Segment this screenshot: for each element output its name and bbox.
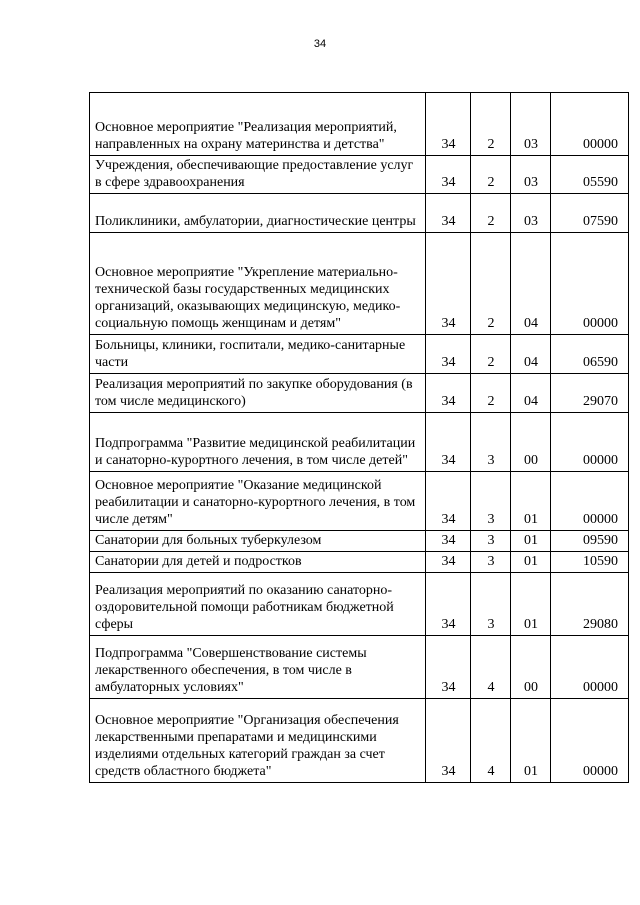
page-number: 34 bbox=[313, 38, 327, 50]
row-code-3-cell: 01 bbox=[511, 699, 551, 783]
row-name-cell: Санатории для детей и подростков bbox=[90, 552, 426, 573]
row-code-2-cell: 4 bbox=[471, 699, 511, 783]
row-code-1-cell: 34 bbox=[426, 413, 471, 472]
table-row bbox=[90, 552, 629, 573]
row-code-1-cell: 34 bbox=[426, 233, 471, 335]
row-code-2-cell: 2 bbox=[471, 194, 511, 233]
row-code-2-cell: 3 bbox=[471, 573, 511, 636]
row-name-cell: Реализация мероприятий по оказанию санаторно-оздоровительной помощи работникам бюджетной сферы bbox=[90, 573, 426, 636]
table-row bbox=[90, 233, 629, 335]
row-code-2-cell: 3 bbox=[471, 552, 511, 573]
row-code-3-cell: 03 bbox=[511, 156, 551, 194]
row-code-1-cell: 34 bbox=[426, 552, 471, 573]
row-code-2-cell: 3 bbox=[471, 531, 511, 552]
row-code-4-cell: 05590 bbox=[551, 156, 629, 194]
table-row bbox=[90, 573, 629, 636]
row-code-3-cell: 01 bbox=[511, 573, 551, 636]
row-code-1-cell: 34 bbox=[426, 699, 471, 783]
row-code-3-cell: 04 bbox=[511, 335, 551, 374]
row-code-1-cell: 34 bbox=[426, 531, 471, 552]
row-code-3-cell: 03 bbox=[511, 93, 551, 156]
table-row bbox=[90, 636, 629, 699]
row-name-cell: Учреждения, обеспечивающие предоставление услуг в сфере здравоохранения bbox=[90, 156, 426, 194]
row-code-1-cell: 34 bbox=[426, 335, 471, 374]
row-code-1-cell: 34 bbox=[426, 156, 471, 194]
table-row bbox=[90, 472, 629, 531]
table-row bbox=[90, 531, 629, 552]
row-name-cell: Реализация мероприятий по закупке оборудования (в том числе медицинского) bbox=[90, 374, 426, 413]
row-name-cell: Больницы, клиники, госпитали, медико-санитарные части bbox=[90, 335, 426, 374]
row-name-cell: Основное мероприятие "Укрепление материально-технической базы государственных медицинских организаций, оказывающих медицинскую, медико-социальную помощь женщинам и детям" bbox=[90, 233, 426, 335]
row-code-1-cell: 34 bbox=[426, 573, 471, 636]
table-row bbox=[90, 374, 629, 413]
row-code-2-cell: 2 bbox=[471, 374, 511, 413]
row-code-4-cell: 10590 bbox=[551, 552, 629, 573]
row-code-3-cell: 01 bbox=[511, 552, 551, 573]
row-code-4-cell: 29070 bbox=[551, 374, 629, 413]
row-code-2-cell: 2 bbox=[471, 233, 511, 335]
row-code-3-cell: 03 bbox=[511, 194, 551, 233]
table-row bbox=[90, 93, 629, 156]
row-code-1-cell: 34 bbox=[426, 374, 471, 413]
row-code-2-cell: 3 bbox=[471, 413, 511, 472]
row-code-4-cell: 00000 bbox=[551, 413, 629, 472]
row-code-1-cell: 34 bbox=[426, 472, 471, 531]
row-name-cell: Поликлиники, амбулатории, диагностические центры bbox=[90, 194, 426, 233]
row-code-1-cell: 34 bbox=[426, 636, 471, 699]
row-code-4-cell: 00000 bbox=[551, 93, 629, 156]
row-code-3-cell: 00 bbox=[511, 413, 551, 472]
row-code-4-cell: 29080 bbox=[551, 573, 629, 636]
row-code-2-cell: 2 bbox=[471, 156, 511, 194]
row-code-4-cell: 00000 bbox=[551, 699, 629, 783]
row-code-3-cell: 04 bbox=[511, 233, 551, 335]
row-code-4-cell: 00000 bbox=[551, 636, 629, 699]
row-code-2-cell: 4 bbox=[471, 636, 511, 699]
row-name-cell: Основное мероприятие "Организация обеспечения лекарственными препаратами и медицинскими изделиями отдельных категорий граждан за счет средств областного бюджета" bbox=[90, 699, 426, 783]
row-code-2-cell: 2 bbox=[471, 335, 511, 374]
row-code-3-cell: 01 bbox=[511, 472, 551, 531]
row-code-2-cell: 3 bbox=[471, 472, 511, 531]
table-row bbox=[90, 156, 629, 194]
row-name-cell: Подпрограмма "Совершенствование системы лекарственного обеспечения, в том числе в амбулаторных условиях" bbox=[90, 636, 426, 699]
table-row bbox=[90, 194, 629, 233]
row-code-3-cell: 00 bbox=[511, 636, 551, 699]
row-name-cell: Основное мероприятие "Оказание медицинской реабилитации и санаторно-курортного лечения, в том числе детям" bbox=[90, 472, 426, 531]
row-code-3-cell: 01 bbox=[511, 531, 551, 552]
row-code-4-cell: 00000 bbox=[551, 472, 629, 531]
row-name-cell: Основное мероприятие "Реализация мероприятий, направленных на охрану материнства и детства" bbox=[90, 93, 426, 156]
table-body bbox=[90, 93, 629, 783]
budget-classification-table bbox=[89, 92, 629, 783]
row-name-cell: Подпрограмма "Развитие медицинской реабилитации и санаторно-курортного лечения, в том числе детей" bbox=[90, 413, 426, 472]
row-code-2-cell: 2 bbox=[471, 93, 511, 156]
table-row bbox=[90, 699, 629, 783]
row-code-4-cell: 06590 bbox=[551, 335, 629, 374]
row-code-1-cell: 34 bbox=[426, 93, 471, 156]
table-row bbox=[90, 413, 629, 472]
row-code-4-cell: 00000 bbox=[551, 233, 629, 335]
row-code-4-cell: 09590 bbox=[551, 531, 629, 552]
table-row bbox=[90, 335, 629, 374]
row-code-3-cell: 04 bbox=[511, 374, 551, 413]
row-code-4-cell: 07590 bbox=[551, 194, 629, 233]
row-code-1-cell: 34 bbox=[426, 194, 471, 233]
row-name-cell: Санатории для больных туберкулезом bbox=[90, 531, 426, 552]
